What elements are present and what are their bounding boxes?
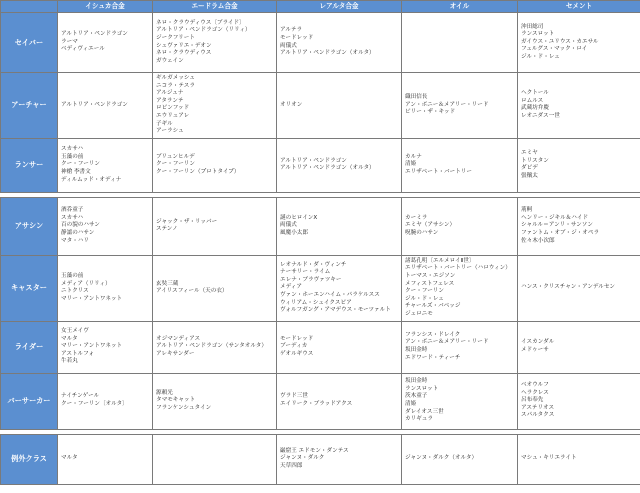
servant-cell (277, 434, 402, 484)
servant-name: 源頼光 (156, 389, 173, 396)
servant-name: カルナ (405, 153, 422, 160)
servant-name: エリザベート・バートリー (405, 169, 473, 176)
servant-name: アステリオス (521, 404, 555, 411)
servant-name: 佐々木小次郎 (521, 237, 555, 244)
class-row (1, 197, 640, 255)
servant-name: ビリー・ザ・キッド (405, 109, 456, 116)
servant-name: ファントム・オブ・ジ・オペラ (521, 230, 600, 237)
servant-name: アレキサンダー (156, 350, 195, 357)
header-cement: セメント (518, 1, 640, 13)
servant-name: ヴォルフガング・アマデウス・モーツァルト (280, 307, 391, 314)
servant-name: マルタ (61, 455, 78, 462)
servant-name: ネロ・クラウディウス〔ブライド〕 (156, 19, 245, 26)
servant-cell (402, 73, 518, 139)
servant-name: レオナルド・ダ・ヴィンチ (280, 261, 347, 268)
header-realta-alloy: レアルタ合金 (277, 1, 402, 13)
servant-name: アルトリア・ペンドラゴン（オルタ） (280, 165, 375, 172)
servant-name: 沖田総司 (521, 23, 544, 30)
servant-name: モードレッド (280, 335, 314, 342)
servant-name: ジャンヌ・ダルク（オルタ） (405, 455, 478, 462)
header-ishka-alloy: イシュカ合金 (58, 1, 153, 13)
servant-cell (58, 321, 153, 373)
servant-name: アン・ボニー＆メアリー・リード (405, 101, 489, 108)
servant-name: 天草四郎 (280, 462, 303, 469)
servant-cell (518, 138, 640, 192)
servant-name: 清姫 (405, 401, 417, 407)
header-row (1, 1, 640, 13)
servant-name: カーミラ (405, 214, 428, 221)
servant-name: 武蔵坊弁慶 (521, 105, 549, 112)
servant-name: レオニダス一世 (521, 112, 560, 119)
servant-cell (58, 138, 153, 192)
servant-name: ランスロット (405, 385, 439, 392)
servant-cell (153, 255, 277, 321)
servant-name: ガウェイン (156, 57, 184, 64)
servant-cell (153, 13, 277, 73)
servant-name: アタランテ (156, 97, 184, 104)
servant-name: オジマンディアス (156, 335, 201, 342)
servant-cell (58, 373, 153, 429)
servant-name: 呪腕のハサン (405, 230, 439, 237)
servant-name: フランシス・ドレイク (405, 331, 461, 338)
servant-name: 両儀式 (280, 42, 297, 49)
servant-name: ジャンヌ・ダルク (280, 455, 325, 462)
servant-name: アルトリア・ペンドラゴン (280, 157, 347, 164)
servant-name: マルタ (61, 335, 78, 342)
servant-name: 謎のヒロインX (280, 214, 318, 221)
servant-name: 玄奘三蔵 (156, 280, 179, 287)
servant-name: シャルル＝アンリ・サンソン (521, 222, 593, 229)
servant-name: 玉藻の前 (61, 153, 84, 160)
servant-name: ネロ・クラウディウス (156, 50, 212, 57)
servant-cell (402, 138, 518, 192)
servant-name: マリー・アントワネット (61, 295, 123, 302)
servant-name: ステンノ (156, 226, 178, 233)
servant-name: オリオン (280, 101, 303, 108)
servant-name: 百の貌のハサン (61, 222, 100, 229)
servant-name: ベディヴィエール (61, 46, 105, 53)
servant-name: メドゥーサ (521, 347, 549, 353)
servant-cell (277, 138, 402, 192)
servant-name: エイリーク・ブラッドアクス (280, 401, 353, 407)
servant-name: 両儀式 (280, 222, 297, 229)
servant-name: 清姫 (405, 161, 417, 168)
servant-name: ナイチンゲール (61, 393, 100, 400)
servant-cell (518, 434, 640, 484)
servant-cell (153, 197, 277, 255)
servant-cell (518, 73, 640, 139)
servant-name: ランスロット (521, 31, 555, 38)
servant-cell (518, 197, 640, 255)
servant-name: ラーマ (61, 38, 78, 45)
servant-name: 巌窟王 エドモン・ダンテス (280, 447, 349, 454)
servant-name: ダビデ (521, 165, 538, 172)
servant-name: エミヤ (521, 150, 538, 157)
servant-cell (277, 13, 402, 73)
servant-name: ディルムッド・オディナ (61, 176, 122, 183)
servant-name: スパルタクス (521, 412, 555, 419)
servant-cell (402, 434, 518, 484)
servant-name: 酒呑童子 (61, 207, 84, 214)
servant-cell (153, 138, 277, 192)
class-row (1, 434, 640, 484)
class-row (1, 255, 640, 321)
servant-name: ジェロニモ (405, 310, 433, 317)
header-oil: オイル (402, 1, 518, 13)
servant-cell (402, 373, 518, 429)
servant-name: マリー・アントワネット (61, 343, 123, 350)
servant-cell (518, 321, 640, 373)
servant-name: ニトクリス (61, 288, 89, 295)
servant-cell (277, 321, 402, 373)
servant-name: ブリュンヒルデ (156, 153, 195, 160)
servant-name: ロムルス (521, 97, 544, 104)
header-corner (1, 1, 58, 13)
servant-name: エドワード・ティーチ (405, 354, 461, 361)
servant-cell (153, 373, 277, 429)
class-label: ランサー (1, 138, 58, 192)
servant-name: 坂田金時 (405, 347, 428, 353)
servant-cell (402, 197, 518, 255)
servant-name: アルテラ (280, 27, 303, 34)
servant-name: フランケンシュタイン (156, 404, 212, 411)
servant-name: ナーサリー・ライム (280, 269, 331, 276)
servant-cell (58, 197, 153, 255)
servant-name: 牛若丸 (61, 358, 78, 365)
servant-name: ヘラクレス (521, 389, 549, 396)
servant-cell (518, 373, 640, 429)
servant-name: ヴァン・ホーエンハイム・パラケルスス (280, 291, 380, 298)
servant-name: 荊軻 (521, 207, 533, 214)
servant-name: エレナ・ブラヴァツキー (280, 276, 342, 283)
class-row (1, 138, 640, 192)
servant-name: フェルグス・マック・ロイ (521, 46, 588, 53)
servant-name: 諸葛孔明〔エルメロイⅡ世〕 (405, 257, 475, 264)
servant-name: ジル・ド・レェ (405, 295, 444, 302)
class-label: 例外クラス (1, 434, 58, 484)
servant-cell (58, 255, 153, 321)
servant-cell (277, 73, 402, 139)
servant-name: 坂田金時 (405, 378, 428, 385)
servant-name: ベオウルフ (521, 382, 549, 389)
servant-name: アーラシュ (156, 128, 184, 135)
servant-name: クー・フーリン (156, 161, 195, 168)
servant-name: ジル・ド・レェ (521, 53, 560, 60)
header-adram-alloy: エードラム合金 (153, 1, 277, 13)
servant-name: ジークフリート (156, 34, 195, 41)
servant-name: クー・フーリン (61, 161, 100, 168)
servant-name: ヘンリー・ジキル＆ハイド (521, 214, 589, 221)
servant-cell (153, 321, 277, 373)
servant-name: メディア（リリィ） (61, 280, 111, 287)
servant-cell (402, 13, 518, 73)
servant-name: ガイウス・ユリウス・カエサル (521, 38, 599, 45)
class-row (1, 321, 640, 373)
servant-name: 静謐のハサン (61, 230, 95, 237)
servant-name: マシュ・キリエライト (521, 455, 577, 462)
servant-name: ダレイオス三世 (405, 408, 444, 415)
servant-name: クー・フーリン（プロトタイプ） (156, 169, 240, 176)
servant-name: ジャック・ザ・リッパー (156, 218, 218, 225)
servant-name: シュヴァリエ・デオン (156, 42, 212, 49)
servant-name: スカサハ (61, 146, 84, 153)
servant-name: ウィリアム・シェイクスピア (280, 299, 352, 306)
servant-name: アルトリア・ペンドラゴン（オルタ） (280, 50, 375, 57)
servant-name: メディア (280, 284, 302, 291)
servant-cell (402, 255, 518, 321)
servant-name: アルトリア・ペンドラゴン（サンタオルタ） (156, 343, 267, 350)
servant-name: アストルフォ (61, 350, 95, 357)
servant-name: メフィストフェレス (405, 280, 455, 287)
class-row (1, 373, 640, 429)
servant-name: クー・フーリン〔オルタ〕 (61, 401, 128, 407)
servant-name: エミヤ（アサシン） (405, 222, 456, 229)
servant-name: エウリュアレ (156, 112, 190, 119)
servant-cell (518, 13, 640, 73)
servant-name: アルジュナ (156, 90, 184, 97)
servant-name: トリスタン (521, 157, 549, 164)
servant-name: 織田信長 (405, 93, 428, 100)
class-label: キャスター (1, 255, 58, 321)
servant-cell (277, 373, 402, 429)
servant-name: 張穣太 (521, 172, 538, 179)
servant-name: ハンス・クリスチャン・アンデルセン (521, 284, 616, 291)
class-row (1, 73, 640, 139)
servant-name: ヴラド三世 (280, 393, 308, 400)
servant-name: 風魔小太郎 (280, 230, 308, 237)
servant-name: マタ・ハリ (61, 237, 89, 244)
servant-name: 神槍 李書文 (61, 169, 91, 176)
servant-cell (402, 321, 518, 373)
servant-cell (58, 73, 153, 139)
servant-name: アイリスフィール（天の衣） (156, 288, 228, 295)
class-label: ライダー (1, 321, 58, 373)
servant-name: アルトリア・ペンドラゴン (61, 31, 128, 38)
class-label: セイバー (1, 13, 58, 73)
servant-name: イスカンダル (521, 339, 555, 346)
servant-cell (277, 255, 402, 321)
servant-cell (153, 73, 277, 139)
servant-name: モードレッド (280, 34, 314, 41)
servant-name: 玉藻の前 (61, 272, 84, 279)
servant-name: アン・ボニー＆メアリー・リード (405, 339, 489, 346)
class-row (1, 13, 640, 73)
servant-name: 子ギル (156, 120, 173, 127)
servant-name: エリザベート・バートリー（ハロウィン） (405, 265, 511, 272)
servant-name: タマモキャット (156, 397, 196, 404)
servant-cell (58, 434, 153, 484)
servant-name: クー・フーリン (405, 288, 444, 295)
servant-cell (277, 197, 402, 255)
servant-name: 呂布奉先 (521, 397, 544, 404)
class-label: アサシン (1, 197, 58, 255)
class-label: バーサーカー (1, 373, 58, 429)
servant-name: チャールズ・バベッジ (405, 303, 461, 310)
servant-name: トーマス・エジソン (405, 272, 456, 279)
servant-name: アルトリア・ペンドラゴン（リリィ） (156, 27, 251, 34)
servant-name: 茨木童子 (405, 393, 428, 400)
servant-name: ニコラ・テスラ (156, 82, 195, 89)
servant-name: カリギュラ (405, 416, 433, 423)
servant-name: ゲオルギウス (280, 350, 314, 357)
servant-cell (153, 434, 277, 484)
servant-name: アルトリア・ペンドラゴン (61, 101, 128, 108)
servant-cell (518, 255, 640, 321)
class-label: アーチャー (1, 73, 58, 139)
servant-name: ブーディカ (280, 343, 308, 350)
servant-name: ヘクトール (521, 90, 549, 97)
servant-cell (58, 13, 153, 73)
servant-name: スカサハ (61, 214, 84, 221)
servant-name: ロビンフッド (156, 105, 190, 112)
servant-name: ギルガメッシュ (156, 75, 195, 81)
servant-name: 女王メイヴ (61, 328, 89, 335)
